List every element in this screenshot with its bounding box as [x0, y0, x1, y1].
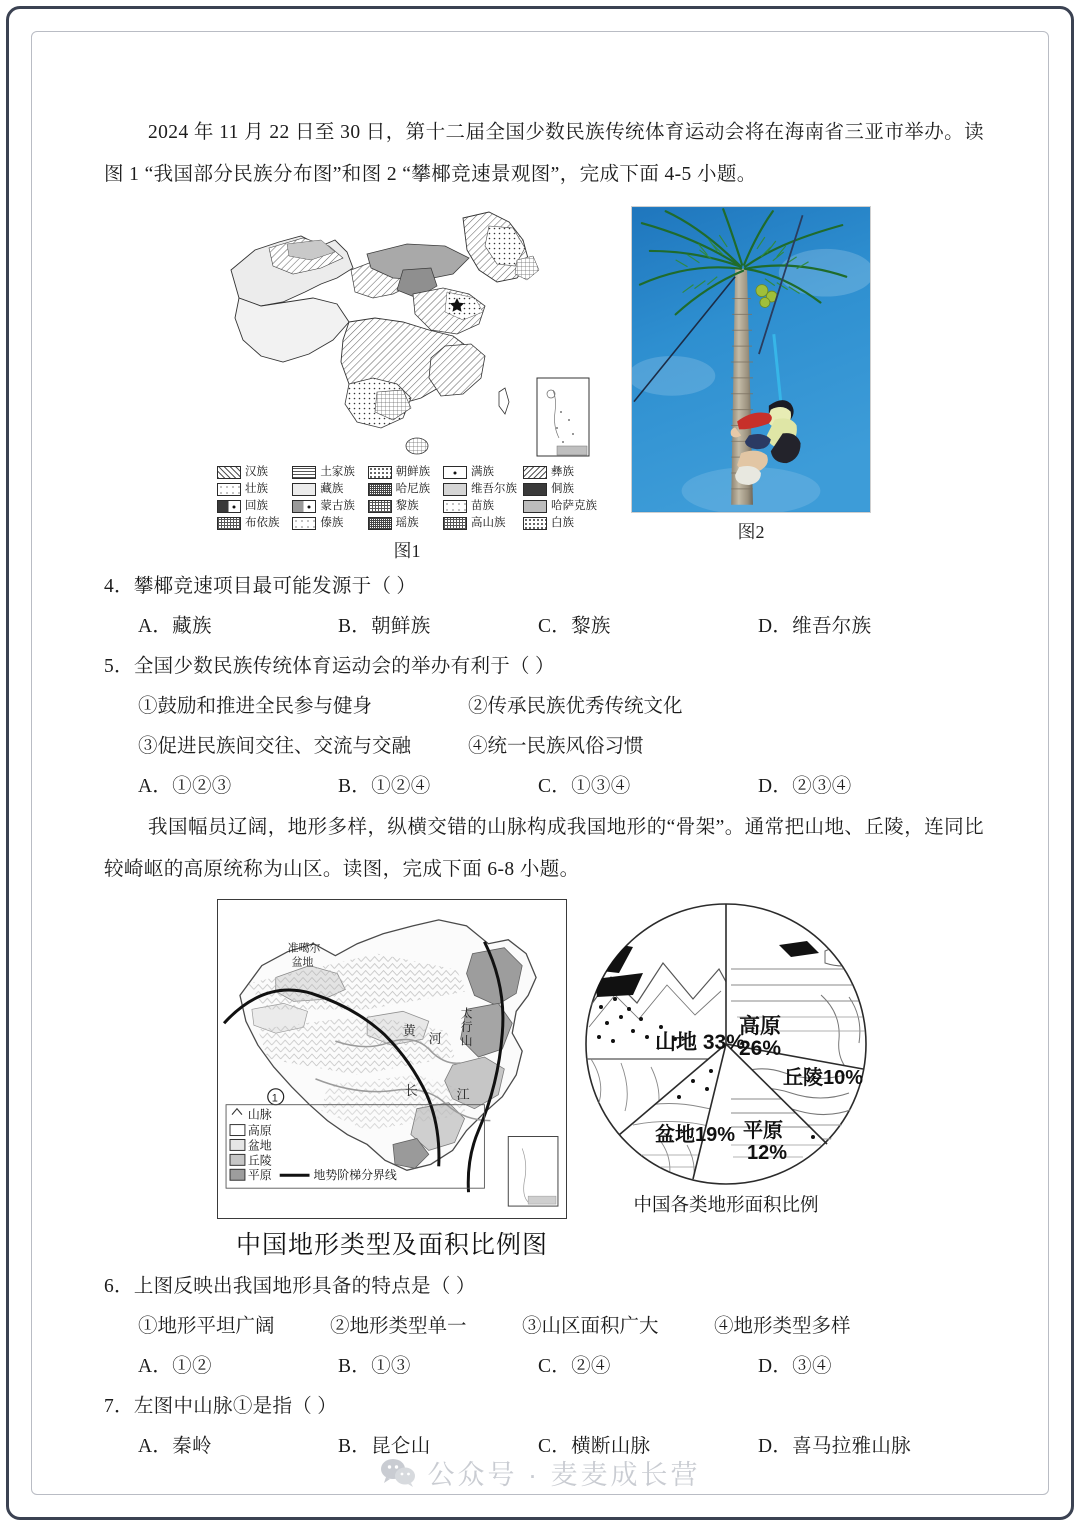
svg-text:山脉: 山脉: [247, 1107, 272, 1122]
question-4-stem: 攀椰竞速项目最可能发源于（ ）: [133, 576, 417, 597]
svg-text:12%: 12%: [747, 1142, 788, 1164]
figure-1-caption: 图1: [393, 541, 421, 561]
legend-swatch-weiwuerzu: [443, 483, 467, 496]
statement-1: ①鼓励和推进全民参与健身: [138, 696, 373, 717]
question-4: [104, 567, 984, 607]
legend-item: [443, 499, 517, 514]
legend-swatch-menggoozu: [292, 500, 316, 513]
map-label-chang: 长: [404, 1082, 418, 1098]
statement-4: ④统一民族风俗习惯: [468, 736, 644, 757]
map-marker-1: 1: [271, 1092, 278, 1105]
legend-item: [217, 516, 286, 531]
passage-1-text: 2024 年 11 月 22 日至 30 日，第十二届全国少数民族传统体育运动会将在海南省三亚市举办。读图 1 “我国部分民族分布图”和图 2 “攀椰竞速景观图”，完成下面 4-5 小题。: [104, 122, 984, 185]
option-b[interactable]: B．朝鲜族: [338, 616, 431, 637]
option-a[interactable]: A．秦岭: [138, 1436, 212, 1457]
map-label-jiang: 江: [456, 1086, 470, 1102]
option-a[interactable]: A．①②③: [138, 776, 232, 797]
option-c[interactable]: C．②④: [538, 1356, 611, 1377]
pie-label-plain: 平原: [743, 1120, 783, 1142]
legend-swatch-tujiazu: [292, 466, 316, 479]
legend-label: 白族: [551, 517, 574, 529]
question-5-statements-row-1: [104, 687, 984, 727]
china-terrain-map: [217, 899, 567, 1219]
question-4-number: 4．: [104, 576, 134, 597]
legend-swatch-zhuangzu: [217, 483, 241, 496]
legend-swatch-yizu: [523, 466, 547, 479]
question-5: [104, 647, 984, 687]
legend-swatch-hanizu: [368, 483, 392, 496]
passage-2-text: 我国幅员辽阔，地形多样，纵横交错的山脉构成我国地形的“骨架”。通常把山地、丘陵，连同比较崎岖的高原统称为山区。读图，完成下面 6-8 小题。: [104, 817, 984, 880]
legend-label: 蒙古族: [320, 500, 355, 512]
question-5-statements-row-2: [104, 727, 984, 767]
legend-label: 布依族: [245, 517, 280, 529]
option-c[interactable]: C．黎族: [538, 616, 611, 637]
legend-label: 高山族: [471, 517, 506, 529]
map-label-taihang-1: 太: [460, 1006, 473, 1021]
legend-item: [443, 465, 517, 480]
legend-swatch-miaozu: [443, 500, 467, 513]
wechat-icon: [380, 1458, 416, 1488]
statement-2: ②地形类型单一: [330, 1316, 467, 1337]
legend-item: [523, 516, 597, 531]
legend-label: 侗族: [551, 483, 574, 495]
legend-swatch-zangzu: [292, 483, 316, 496]
passage-1: [104, 112, 984, 196]
option-a[interactable]: A．藏族: [138, 616, 212, 637]
ethnic-map-legend: [217, 465, 597, 531]
legend-swatch-lizu: [368, 500, 392, 513]
legend-label: 土家族: [320, 466, 355, 478]
legend-swatch-hanzu: [217, 466, 241, 479]
question-6-statements: [104, 1307, 984, 1347]
legend-item: [443, 516, 517, 531]
question-7-stem: 左图中山脉①是指（ ）: [133, 1396, 338, 1417]
option-d[interactable]: D．②③④: [758, 776, 852, 797]
china-terrain-map-figure: [217, 899, 567, 1261]
map-label-he: 河: [428, 1031, 442, 1047]
map-label-junggar: 准噶尔: [287, 942, 321, 955]
legend-item: [523, 482, 597, 497]
pie-chart-caption: 中国各类地形面积比例: [633, 1194, 819, 1215]
question-6-stem: 上图反映出我国地形具备的特点是（ ）: [133, 1276, 476, 1297]
svg-text:高原: 高原: [247, 1123, 272, 1138]
svg-text:26%: 26%: [739, 1037, 782, 1060]
legend-swatch-dongzu: [523, 483, 547, 496]
passage-2: [104, 807, 984, 891]
legend-label: 傣族: [320, 517, 344, 529]
statement-1: ①地形平坦广阔: [138, 1316, 275, 1337]
pie-label-hill: 丘陵10%: [783, 1067, 864, 1089]
statement-3: ③山区面积广大: [522, 1316, 659, 1337]
map-label-taihang-2: 行: [460, 1020, 473, 1035]
legend-swatch-yaozu: [368, 517, 392, 530]
option-d[interactable]: D．喜马拉雅山脉: [758, 1436, 911, 1457]
question-4-options: [104, 607, 984, 647]
legend-label: 黎族: [395, 500, 419, 512]
statement-3: ③促进民族间交往、交流与交融: [138, 736, 412, 757]
legend-item: [443, 482, 517, 497]
watermark: [0, 1453, 1080, 1492]
legend-label: 朝鲜族: [395, 466, 431, 478]
legend-item: [292, 482, 361, 497]
map-label-basin: 盆地: [291, 956, 314, 969]
statement-4: ④地形类型多样: [714, 1316, 851, 1337]
question-7-number: 7．: [104, 1396, 134, 1417]
legend-label: 回族: [245, 500, 268, 512]
legend-label: 汉族: [245, 466, 268, 478]
legend-label: 藏族: [320, 483, 344, 495]
legend-item: [368, 516, 437, 531]
legend-label: 哈尼族: [395, 483, 431, 495]
pie-label-mountain: 山地 33%: [655, 1031, 745, 1054]
figure-2: [631, 206, 871, 544]
question-6-options: [104, 1347, 984, 1387]
question-5-stem: 全国少数民族传统体育运动会的举办有利于（ ）: [133, 656, 555, 677]
legend-item: [368, 482, 437, 497]
legend-swatch-baizu: [523, 517, 547, 530]
legend-swatch-hasakezu: [523, 500, 547, 513]
figure-1: [217, 206, 597, 563]
option-b[interactable]: B．昆仑山: [338, 1436, 431, 1457]
option-d[interactable]: D．维吾尔族: [758, 616, 872, 637]
watermark-text: 公众号 · 麦麦成长营: [427, 1460, 701, 1490]
option-c[interactable]: C．①③④: [538, 776, 631, 797]
pie-label-basin: 盆地19%: [655, 1124, 736, 1146]
legend-swatch-chaoxianzu: [368, 466, 392, 479]
palm-climbing-photo: [631, 206, 871, 513]
question-6-number: 6．: [104, 1276, 134, 1297]
question-6: [104, 1267, 984, 1307]
legend-label: 壮族: [245, 483, 268, 495]
option-b[interactable]: B．①②④: [338, 776, 431, 797]
figure-2-caption: 图2: [737, 522, 765, 542]
legend-item: [368, 465, 437, 480]
svg-text:地势阶梯分界线: 地势阶梯分界线: [313, 1168, 397, 1183]
svg-text:盆地: 盆地: [247, 1138, 272, 1153]
svg-text:平原: 平原: [247, 1168, 272, 1183]
question-5-options: [104, 767, 984, 807]
legend-item: [292, 516, 361, 531]
legend-label: 维吾尔族: [471, 483, 517, 495]
map2-title: 中国地形类型及面积比例图: [235, 1231, 548, 1259]
map-label-taihang-3: 山: [460, 1034, 473, 1049]
content-column: [104, 112, 984, 1467]
figure-row-2: [104, 899, 984, 1261]
question-7: [104, 1387, 984, 1427]
legend-item: [217, 465, 286, 480]
terrain-pie-chart: [581, 899, 871, 1189]
legend-label: 瑶族: [395, 517, 419, 529]
legend-item: [368, 499, 437, 514]
legend-swatch-huizu: [217, 500, 241, 513]
legend-label: 哈萨克族: [551, 500, 597, 512]
statement-2: ②传承民族优秀传统文化: [468, 696, 683, 717]
option-b[interactable]: B．①③: [338, 1356, 411, 1377]
terrain-pie-figure: [581, 899, 871, 1217]
legend-item: [217, 499, 286, 514]
china-ethnic-map: [217, 206, 597, 461]
legend-swatch-buyizu: [217, 517, 241, 530]
legend-item: [217, 482, 286, 497]
figure-row-1: [104, 206, 984, 563]
legend-label: 苗族: [471, 500, 494, 512]
legend-swatch-manzu: [443, 466, 467, 479]
option-d[interactable]: D．③④: [758, 1356, 832, 1377]
legend-label: 彝族: [551, 466, 574, 478]
svg-text:丘陵: 丘陵: [247, 1153, 272, 1168]
legend-item: [292, 465, 361, 480]
legend-item: [523, 499, 597, 514]
legend-item: [523, 465, 597, 480]
option-c[interactable]: C．横断山脉: [538, 1436, 651, 1457]
legend-swatch-daizu: [292, 517, 316, 530]
question-5-number: 5．: [104, 656, 134, 677]
legend-swatch-gaoshanzu: [443, 517, 467, 530]
pie-label-plateau: 高原: [739, 1015, 781, 1038]
map-label-huang: 黄: [402, 1023, 416, 1039]
legend-item: [292, 499, 361, 514]
option-a[interactable]: A．①②: [138, 1356, 212, 1377]
legend-label: 满族: [471, 466, 494, 478]
